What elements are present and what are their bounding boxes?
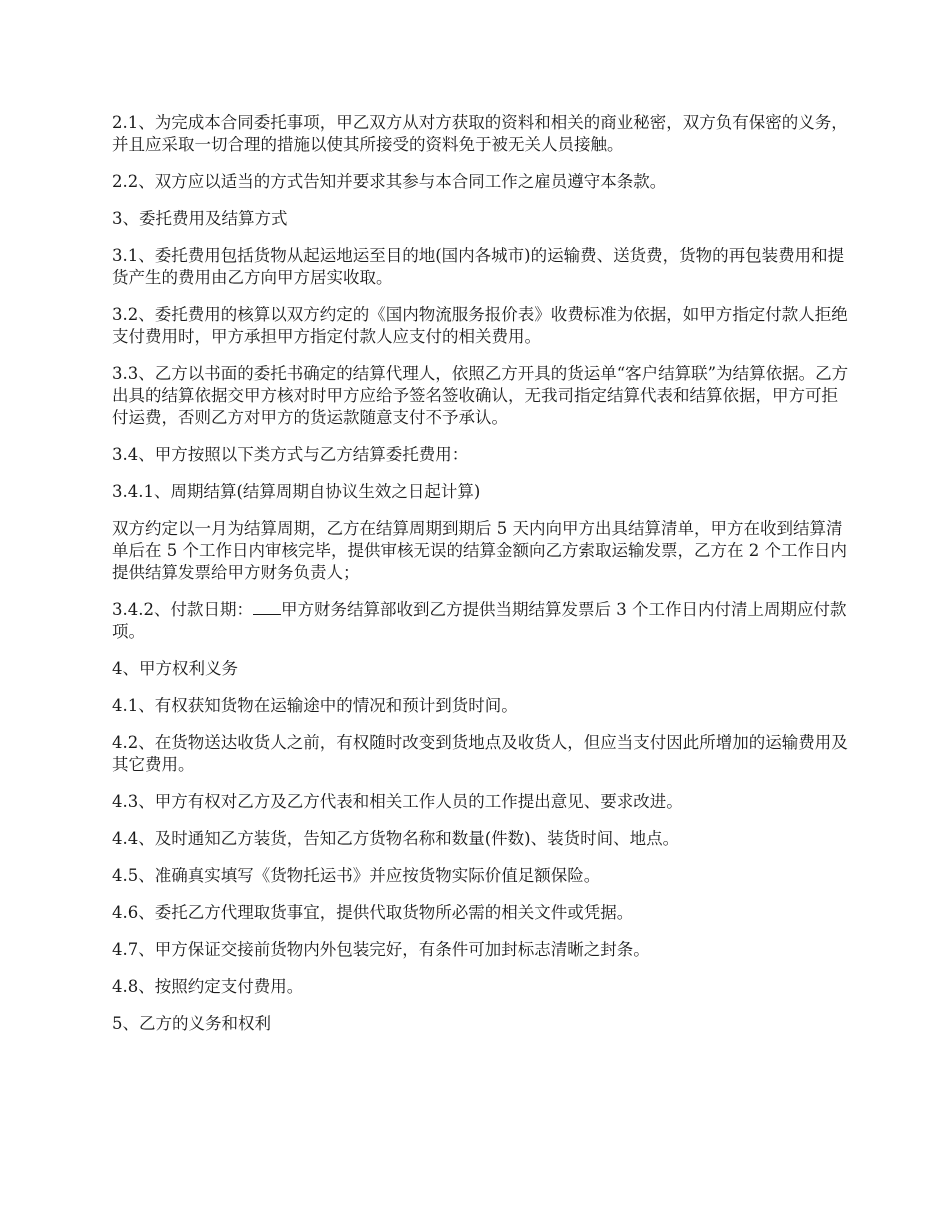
clause-4-8: 4.8、按照约定支付费用。 (112, 977, 304, 996)
clause-2-2: 2.2、双方应以适当的方式告知并要求其参与本合同工作之雇员遵守本条款。 (112, 172, 667, 191)
clause-4-2: 4.2、在货物送达收货人之前，有权随时改变到货地点及收货人，但应当支付因此所增加的运输费用及其它费用。 (112, 733, 848, 774)
payment-date-text: 甲方财务结算部收到乙方提供当期结算发票后 3 个工作日内付清上周期应付款项。 (112, 600, 847, 641)
clause-3-2: 3.2、委托费用的核算以双方约定的《国内物流服务报价表》收费标准为依据，如甲方指定付款人拒绝支付费用时，甲方承担甲方指定付款人应支付的相关费用。 (112, 305, 848, 346)
settlement-cycle-text: 双方约定以一月为结算周期，乙方在结算周期到期后 5 天内向甲方出具结算清单，甲方在收到结算清单后在 5 个工作日内审核完毕，提供审核无误的结算金额向乙方索取运输发票，乙方在 2 个工作日内提供结算发票给甲方财务负责人； (112, 519, 847, 582)
section-4-heading: 4、甲方权利义务 (112, 659, 238, 678)
payment-date-blank (253, 599, 281, 615)
payment-date-label: 3.4.2、付款日期： (112, 600, 253, 619)
clause-3-4-1: 3.4.1、周期结算(结算周期自协议生效之日起计算) (112, 482, 481, 501)
clause-3-3: 3.3、乙方以书面的委托书确定的结算代理人，依照乙方开具的货运单“客户结算联”为结算依据。乙方出具的结算依据交甲方核对时甲方应给予签名签收确认，无我司指定结算代表和结算依据，甲方可拒付运费，否则乙方对甲方的货运款随意支付不予承认。 (112, 364, 849, 427)
clause-4-5: 4.5、准确真实填写《货物托运书》并应按货物实际价值足额保险。 (112, 866, 601, 885)
clause-3-1: 3.1、委托费用包括货物从起运地运至目的地(国内各城市)的运输费、送货费，货物的再包装费用和提货产生的费用由乙方向甲方居实收取。 (112, 246, 845, 287)
clause-3-4: 3.4、甲方按照以下类方式与乙方结算委托费用： (112, 445, 469, 464)
section-3-heading: 3、委托费用及结算方式 (112, 209, 288, 228)
section-5-heading: 5、乙方的义务和权利 (112, 1014, 271, 1033)
clause-2-1: 2.1、为完成本合同委托事项，甲乙双方从对方获取的资料和相关的商业秘密，双方负有保密的义务，并且应采取一切合理的措施以使其所接受的资料免于被无关人员接触。 (112, 113, 848, 154)
document-page (112, 112, 852, 1050)
clause-4-6: 4.6、委托乙方代理取货事宜，提供代取货物所必需的相关文件或凭据。 (112, 903, 634, 922)
clause-4-1: 4.1、有权获知货物在运输途中的情况和预计到货时间。 (112, 696, 518, 715)
clause-4-3: 4.3、甲方有权对乙方及乙方代表和相关工作人员的工作提出意见、要求改进。 (112, 792, 683, 811)
clause-4-4: 4.4、及时通知乙方装货，告知乙方货物名称和数量(件数)、装货时间、地点。 (112, 829, 680, 848)
clause-4-7: 4.7、甲方保证交接前货物内外包装完好，有条件可加封标志清晰之封条。 (112, 940, 650, 959)
clause-3-4-2 (112, 599, 852, 643)
